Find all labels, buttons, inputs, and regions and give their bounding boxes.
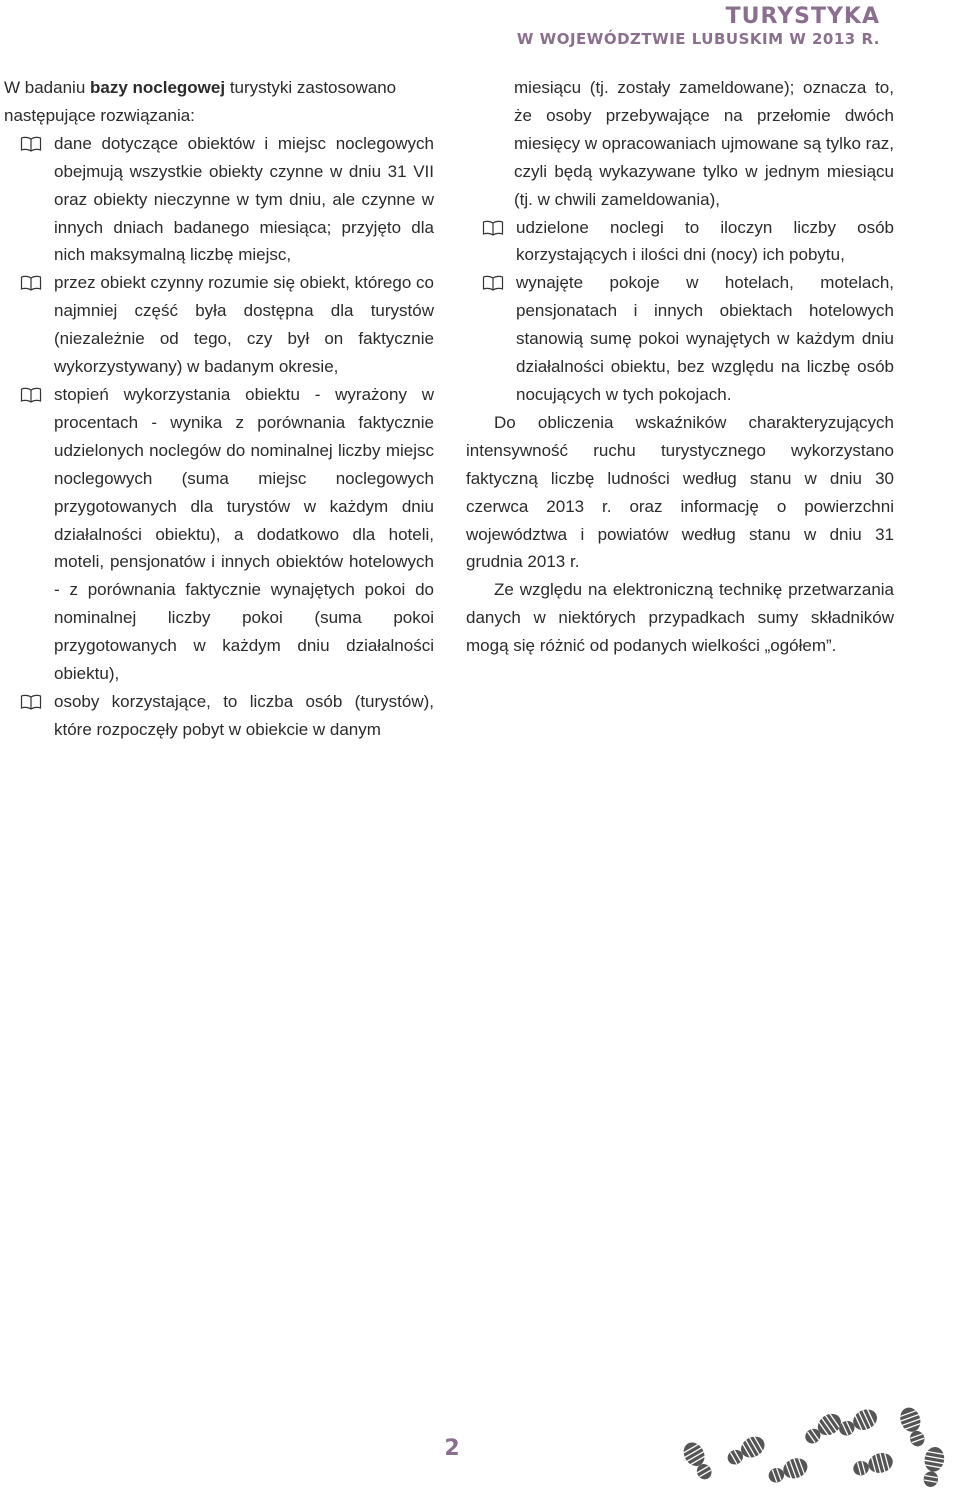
list-item-text: przez obiekt czynny rozumie się obiekt, którego co najmniej część była dostępna dla turystów (niezależnie od tego, czy był on faktycznie wykorzystywany) w badanym okresie, (54, 273, 434, 377)
page-number: 2 (444, 1436, 460, 1461)
intro-paragraph (4, 74, 434, 130)
list-item (4, 130, 434, 270)
book-icon (20, 136, 42, 152)
header-subtitle: W WOJEWÓDZTWIE LUBUSKIM W 2013 R. (516, 30, 880, 48)
book-icon (20, 275, 42, 291)
book-icon (20, 387, 42, 403)
book-icon (482, 275, 504, 291)
list-item-continuation: miesiącu (tj. zostały zameldowane); oznacza to, że osoby przebywające na przełomie dwóch miesięcy w opracowaniach ujmowane są tylko raz, czyli będą wykazywane tylko w jednym miesiącu (tj. w chwili zameldowania), (514, 78, 894, 209)
list-item (466, 214, 894, 270)
header-title: TURYSTYKA (725, 4, 880, 29)
footprints-icon (675, 1400, 960, 1501)
list-item-text: stopień wykorzystania obiektu - wyrażony w procentach - wynika z porównania faktycznie udzielonych noclegów do nominalnej liczby miejsc noclegowych (suma miejsc noclegowych przygotowanych dla turystów w każdym dniu działalności obiektu), a dodatkowo dla hoteli, moteli, pensjonatów i innych obiektów hotelowych - z porównania faktycznie wynajętych pokoi do nominalnej liczby pokoi (suma pokoi przygotowanych w każdym dniu działalności obiektu), (54, 384, 434, 684)
book-icon (20, 694, 42, 710)
list-item-text: udzielone noclegi to iloczyn liczby osób korzystających i ilości dni (nocy) ich pobytu, (516, 217, 894, 265)
list-item (466, 269, 894, 409)
body-paragraph: Ze względu na elektroniczną technikę przetwarzania danych w niektórych przypadkach sumy składników mogą się różnić od podanych wielkości „ogółem”. (466, 580, 894, 656)
left-column (4, 74, 434, 744)
list-item-text: wynajęte pokoje w hotelach, motelach, pensjonatach i innych obiektach hotelowych stanowią sumę pokoi wynajętych w każdym dniu działalności obiektu, bez względu na liczbę osób nocujących w tych pokojach. (516, 273, 894, 404)
right-column (466, 74, 894, 660)
book-icon (482, 220, 504, 236)
list-item-text: dane dotyczące obiektów i miejsc noclegowych obejmują wszystkie obiekty czynne w dniu 31 VII oraz obiekty nieczynne w tym dniu, ale czynne w innych dniach badanego miesiąca; przyjęto dla nich maksymalną liczbę miejsc, (54, 133, 434, 265)
list-item (4, 381, 434, 688)
list-item (4, 688, 434, 744)
intro-text-start: W badaniu (4, 78, 90, 97)
page-header (517, 4, 880, 48)
list-item-text: osoby korzystające, to liczba osób (turystów), które rozpoczęły pobyt w obiekcie w danym (54, 691, 434, 739)
intro-text-end: turystyki zastosowano następujące rozwiązania: (4, 78, 397, 125)
body-paragraph: Do obliczenia wskaźników charakteryzujących intensywność ruchu turystycznego wykorzystano faktyczną liczbę ludności według stanu w dniu 30 czerwca 2013 r. oraz informację o powierzchni województwa i powiatów według stanu w dniu 31 grudnia 2013 r. (466, 412, 894, 572)
intro-bold-term: bazy noclegowej (90, 78, 226, 97)
list-item (4, 269, 434, 381)
